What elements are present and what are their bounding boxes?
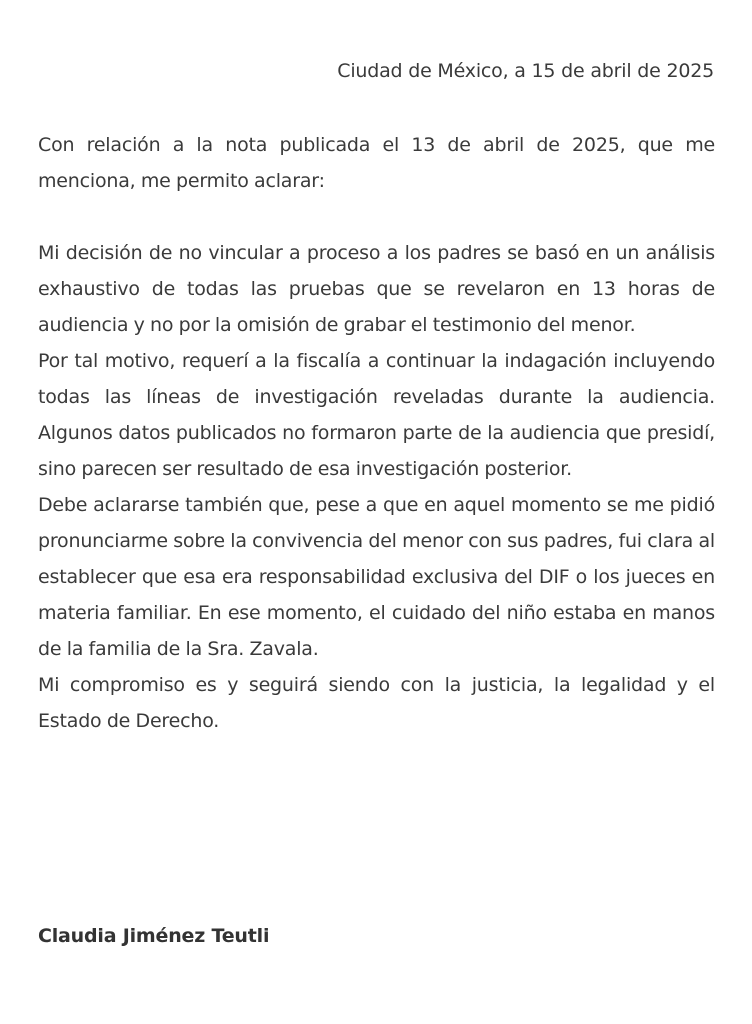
letter-body [38, 127, 715, 739]
paragraph-clarification: Debe aclararse también que, pese a que en aquel momento se me pidió pronunciarme sobre la convivencia del menor con sus padres, fui clara al establecer que esa era responsabilidad exclusiva del DIF o los jueces en materia familiar. En ese momento, el cuidado del niño estaba en manos de la familia de la Sra. Zavala. [38, 494, 715, 660]
paragraph-decision: Mi decisión de no vincular a proceso a los padres se basó en un análisis exhaustivo de todas las pruebas que se revelaron en 13 horas de audiencia y no por la omisión de grabar el testimonio del menor. [38, 242, 715, 336]
paragraph-investigation: Por tal motivo, requerí a la fiscalía a continuar la indagación incluyendo todas las líneas de investigación reveladas durante la audiencia. Algunos datos publicados no formaron parte de la audiencia que presidí, sino parecen ser resultado de esa investigación posterior. [38, 350, 715, 480]
paragraph-intro: Con relación a la nota publicada el 13 de abril de 2025, que me menciona, me permito aclarar: [38, 134, 715, 192]
signature-name: Claudia Jiménez Teutli [38, 925, 270, 947]
date-line: Ciudad de México, a 15 de abril de 2025 [337, 60, 714, 82]
paragraph-commitment: Mi compromiso es y seguirá siendo con la justicia, la legalidad y el Estado de Derecho. [38, 674, 715, 732]
